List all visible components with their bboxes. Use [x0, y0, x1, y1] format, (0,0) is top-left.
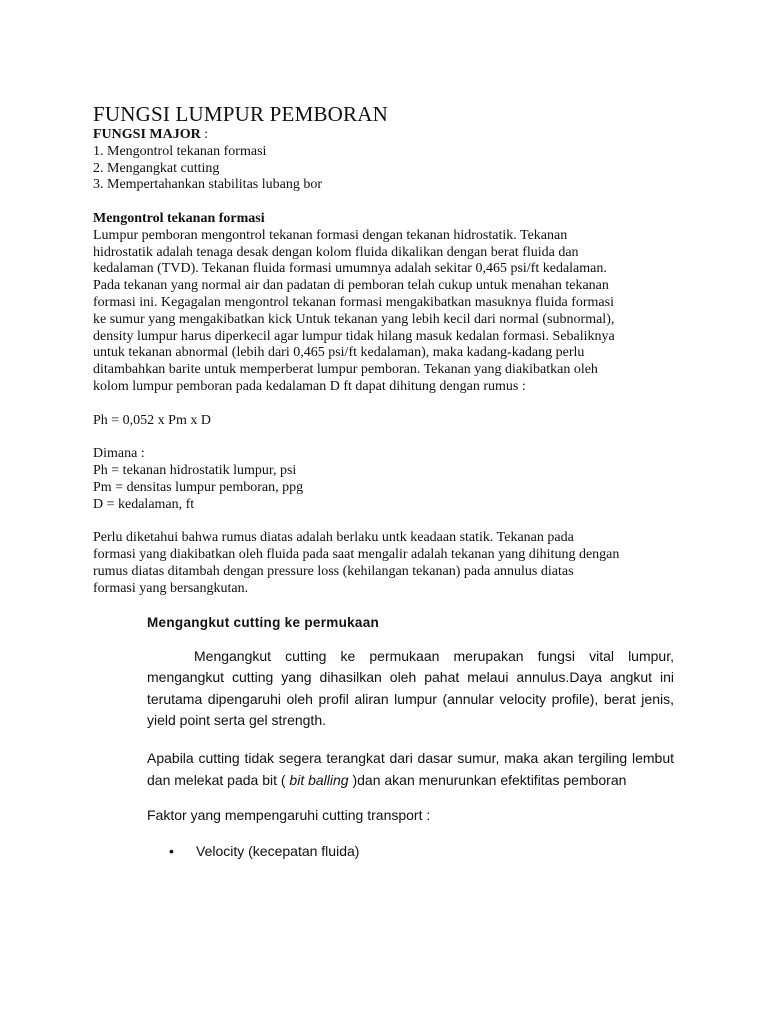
cutting-transport-paragraph: Mengangkut cutting ke permukaan merupakan fungsi vital lumpur, mengangkut cutting yang dihasilkan oleh pahat melaui annulus.Daya angkut ini terutama dipengaruhi oleh profil aliran lumpur (annular velocity profile), berat jenis, yield point serta gel strength.: [147, 647, 674, 729]
serif-section: [93, 101, 693, 597]
factors-list: [147, 841, 674, 863]
variable-definition: D = kedalaman, ft: [93, 496, 195, 512]
paragraph-line: ke sumur yang mengakibatkan kick Untuk tekanan yang lebih kecil dari normal (subnormal),: [93, 311, 615, 327]
paragraph-line: density lumpur harus diperkecil agar lumpur tidak hilang masuk kedalan formasi. Sebaliknya: [93, 328, 615, 344]
paragraph-line: formasi ini. Kegagalan mengontrol tekanan formasi mengakibatkan masuknya fluida formasi: [93, 294, 614, 310]
paragraph-line: Perlu diketahui bahwa rumus diatas adalah berlaku untk keadaan statik. Tekanan pada: [93, 530, 574, 546]
variables-intro: Dimana :: [93, 446, 145, 462]
hydrostatic-formula: Ph = 0,052 x Pm x D: [93, 412, 211, 428]
paragraph-line: kolom lumpur pemboran pada kedalaman D ft dapat dihitung dengan rumus :: [93, 378, 526, 394]
major-function-item: 2. Mengangkat cutting: [93, 160, 220, 176]
paragraph-line: hidrostatik adalah tenaga desak dengan kolom fluida dikalikan dengan berat fluida dan: [93, 244, 579, 260]
paragraph-line: formasi yang bersangkutan.: [93, 580, 249, 596]
document-title: FUNGSI LUMPUR PEMBORAN: [93, 102, 388, 126]
major-functions-heading: [93, 127, 693, 144]
paragraph-line: kedalaman (TVD). Tekanan fluida formasi umumnya adalah sekitar 0,465 psi/ft kedalaman.: [93, 261, 607, 277]
variable-definition: Pm = densitas lumpur pemboran, ppg: [93, 479, 304, 495]
major-function-item: 3. Mempertahankan stabilitas lubang bor: [93, 177, 322, 193]
bit-balling-text-before: Apabila cutting tidak segera terangkat dari dasar sumur, maka akan tergiling lembut dan melekat pada bit (: [147, 749, 674, 788]
variable-definition: Ph = tekanan hidrostatik lumpur, psi: [93, 462, 297, 478]
bit-balling-paragraph: [147, 748, 674, 791]
variables-list: [93, 463, 693, 513]
major-functions-label: FUNGSI MAJOR: [93, 127, 201, 142]
bit-balling-term: bit balling: [289, 771, 349, 788]
major-functions-suffix: :: [200, 127, 209, 142]
paragraph-line: rumus diatas ditambah dengan pressure loss (kehilangan tekanan) pada annulus diatas: [93, 563, 574, 579]
paragraph-line: formasi yang diakibatkan oleh fluida pada saat mengalir adalah tekanan yang dihitung dengan: [93, 546, 620, 562]
section-heading-pressure-control: Mengontrol tekanan formasi: [93, 210, 265, 226]
static-note-paragraph: [93, 530, 693, 597]
major-functions-list: [93, 144, 693, 194]
bullet-icon: •: [169, 842, 174, 859]
factor-label: Velocity (kecepatan fluida): [196, 842, 360, 859]
paragraph-line: Lumpur pemboran mengontrol tekanan formasi dengan tekanan hidrostatik. Tekanan: [93, 227, 568, 243]
factor-item: [147, 841, 674, 863]
section-heading-cutting-transport: Mengangkut cutting ke permukaan: [147, 615, 380, 630]
major-function-item: 1. Mengontrol tekanan formasi: [93, 143, 267, 159]
paragraph-line: untuk tekanan abnormal (lebih dari 0,465 psi/ft kedalaman), maka kadang-kadang perlu: [93, 345, 585, 361]
paragraph-line: Pada tekanan yang normal air dan padatan di pemboran telah cukup untuk menahan tekanan: [93, 278, 609, 294]
paragraph-line: ditambahkan barite untuk memperberat lumpur pemboran. Tekanan yang diakibatkan oleh: [93, 362, 598, 378]
bit-balling-text-after: )dan akan menurunkan efektifitas pemboran: [348, 771, 627, 788]
pressure-control-paragraph: [93, 228, 693, 396]
factors-intro: Faktor yang mempengaruhi cutting transport :: [147, 807, 431, 824]
sans-section: [147, 612, 674, 862]
